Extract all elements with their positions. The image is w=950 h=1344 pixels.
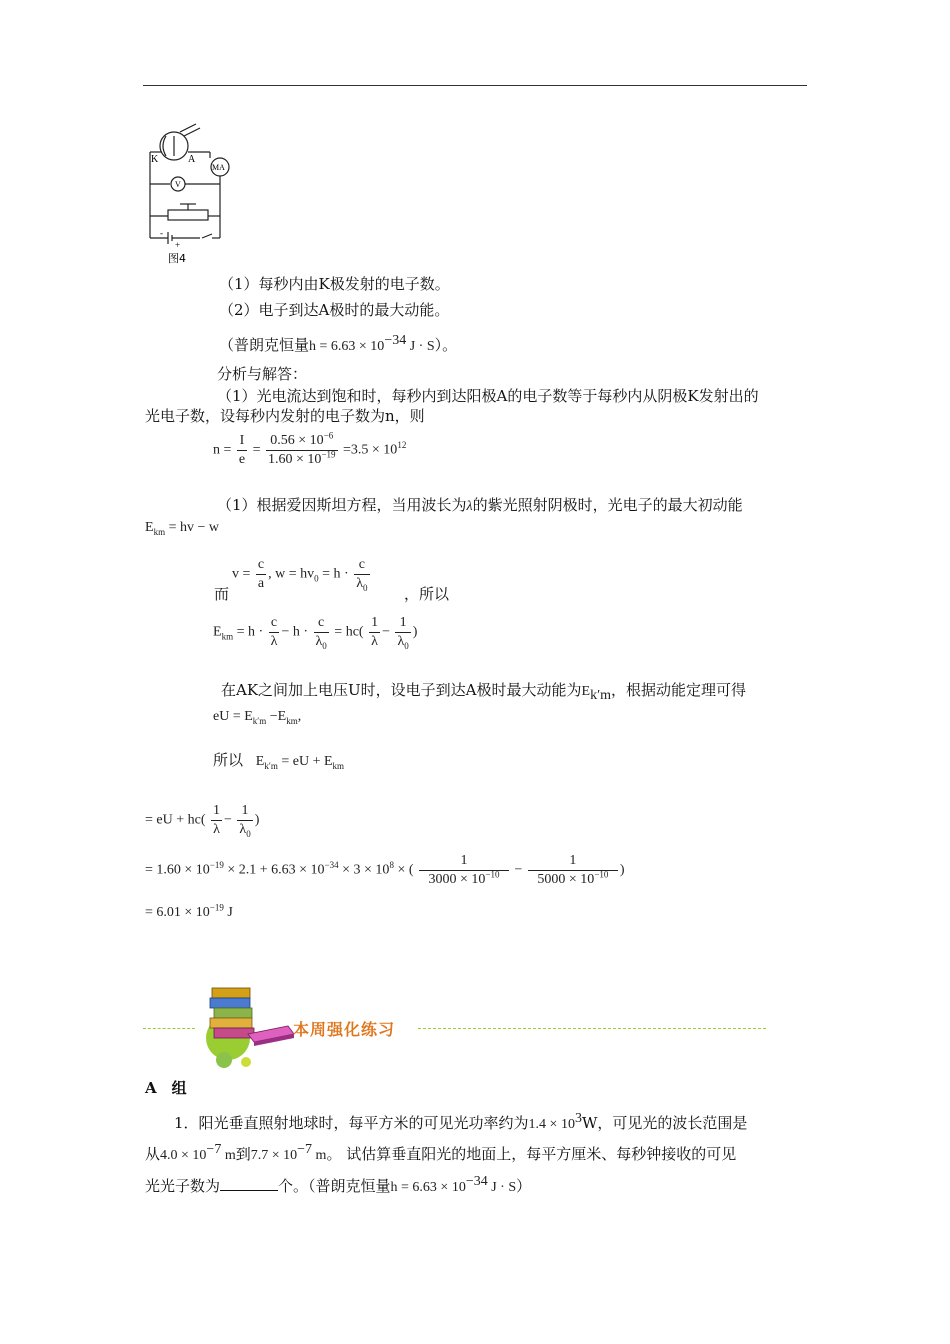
banner-dotted-left — [143, 1028, 195, 1029]
equation-ekm-def: $E_{km}$ = hv − w — [145, 520, 219, 537]
label-ma: MA — [212, 163, 225, 172]
equation-v: v = $\frac{c}{a}$ , $w = hv_0 = h$ · $\frac{c}{\lambda_0}$ — [232, 557, 368, 593]
equation-ekm: $E_{km} = h$ · $\frac{c}{\lambda}$ − h · $\frac{c}{\lambda_0}$ = hc( $\frac{1}{\lambda}$ − $\frac{1}{\lambda_0}$ ) — [213, 615, 418, 651]
label-plus: + — [175, 240, 181, 250]
text-suoyi-1: ，所以 — [404, 585, 450, 603]
equation-line-3: = $6.01 \times 10^{-19}$ J — [145, 902, 233, 920]
equation-line-2: = $1.60 \times 10^{-19} \times 2.1 + 6.63 \times 10^{-34} \times 3 \times 10^8$ × ( $\frac{1}{3000 \times 10^{-10}}$ − $\frac{1}{5000 \times 10^{-10}}$ ) — [145, 853, 625, 887]
question-2: （2）电子到达A极时的最大动能。 — [219, 301, 450, 319]
solution-p1-line2: 光电子数，设每秒内发射的电子数为n，则 — [145, 407, 425, 425]
banner-dotted-right — [418, 1028, 766, 1029]
circuit-figure — [140, 122, 240, 268]
question-1: （1）每秒内由K极发射的电子数。 — [219, 275, 450, 293]
suoyi-2: 所以 $E_{k'm}$ = eU + $E_{km}$ — [213, 751, 345, 771]
header-rule — [143, 85, 807, 86]
planck-note: （普朗克恒量$h = 6.63 \times 10^{-34}$ J · S）。 — [219, 333, 458, 354]
label-k: K — [151, 154, 159, 165]
banner-title: 本周强化练习 — [293, 1020, 396, 1039]
label-a: A — [188, 154, 196, 165]
exercise-line-3: 光光子数为 个。（普朗克恒量$h = 6.63 \times 10^{-34}$ J · S） — [145, 1174, 532, 1195]
equation-n: n = $\frac{I}{e}$ = $\frac{0.56 \times 10^{-6}}{1.60 \times 10^{-19}}$ $=3.5 \times 10^{12}$ — [213, 430, 407, 467]
equation-line-1: = eU + hc( $\frac{1}{\lambda}$ − $\frac{1}{\lambda_0}$ ) — [145, 803, 260, 839]
exercise-line-1: 1．阳光垂直照射地球时，每平方米的可见光功率约为$1.4 \times 10^3W$，可见光的波长范围是 — [174, 1111, 748, 1132]
books-icon — [198, 982, 298, 1072]
label-minus: - — [160, 228, 163, 238]
equation-eu: eU = $E_{k'm} -E_{km}$, — [213, 709, 302, 726]
group-heading: A 组 — [145, 1079, 187, 1097]
rheostat-icon — [168, 210, 208, 220]
text-er: 而 — [214, 585, 230, 603]
answer-blank[interactable] — [220, 1176, 278, 1191]
figure-caption: 图4 — [168, 252, 186, 265]
solution-p1-line1: （1）光电流达到饱和时，每秒内到达阳极A的电子数等于每秒内从阴极K发射出的 — [217, 387, 759, 405]
solution-p3-line: 在AK之间加上电压U时，设电子到达A极时最大动能为$E_{k'm}$，根据动能定理可得 — [221, 681, 747, 703]
solution-p2-line1: （1）根据爱因斯坦方程，当用波长为λ的紫光照射阴极时，光电子的最大初动能 — [217, 496, 743, 514]
solution-heading: 分析与解答： — [217, 365, 308, 383]
exercise-line-2: 从$4.0 \times 10^{-7}$ m到$7.7 \times 10^{-7}$ m。 试估算垂直阳光的地面上，每平方厘米、每秒钟接收的可见 — [145, 1142, 737, 1163]
label-v: V — [175, 180, 181, 189]
